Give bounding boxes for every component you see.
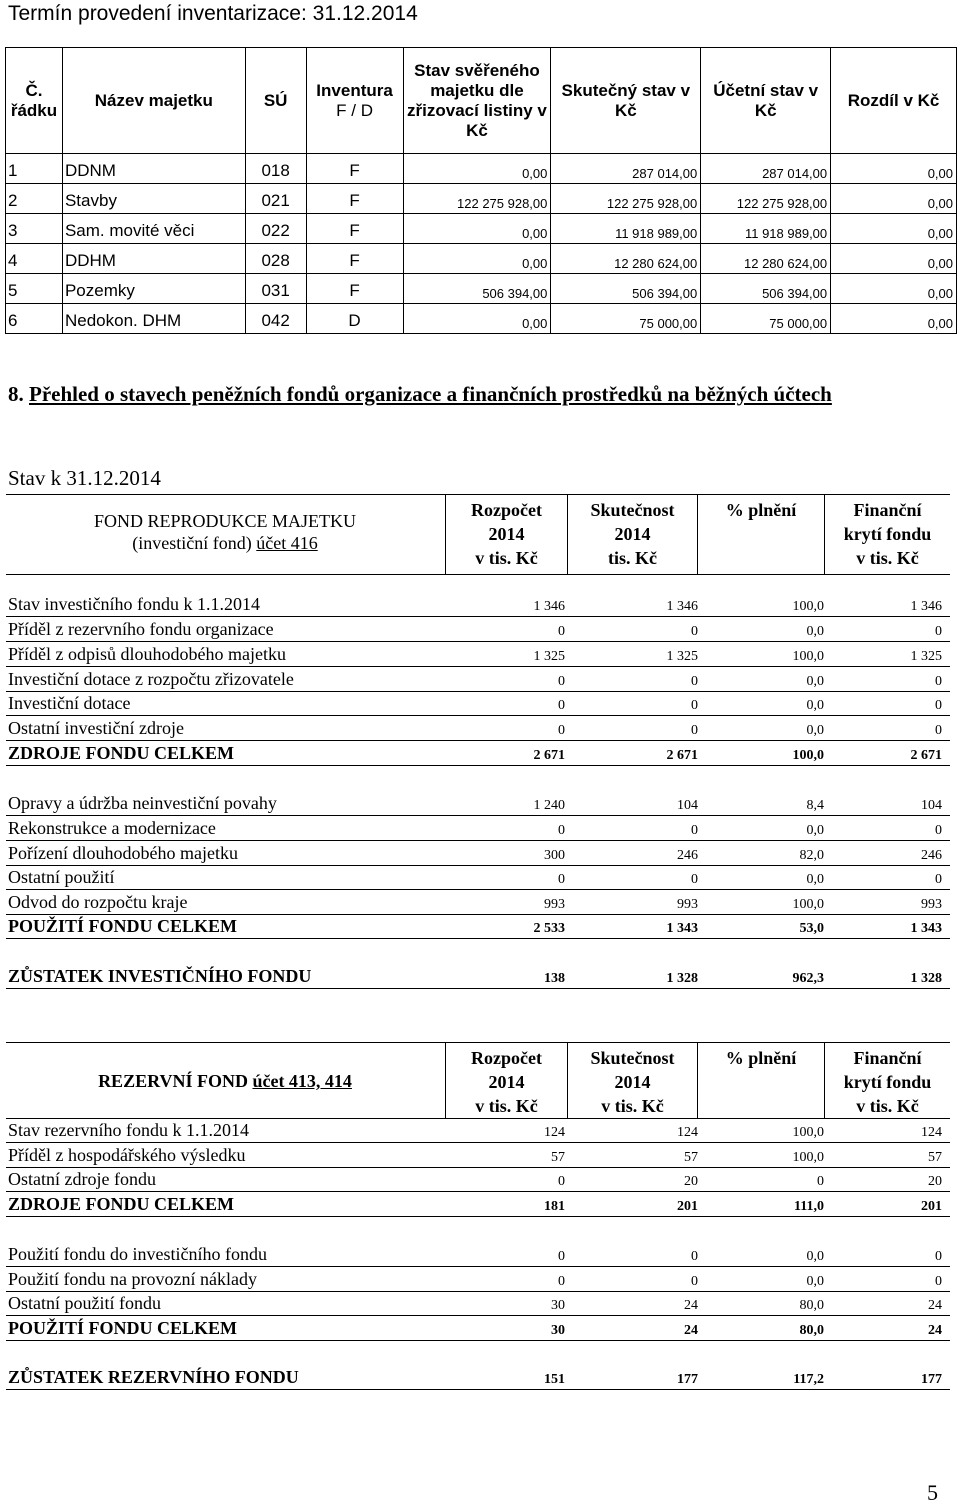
row-value-1: 0 <box>558 823 565 838</box>
row-value-2: 201 <box>677 1199 698 1214</box>
row-value-1: 30 <box>551 1298 565 1313</box>
cell-su: 021 <box>245 184 306 214</box>
investment-col-actual-l3: tis. Kč <box>608 548 657 568</box>
cell-name: Stavby <box>62 184 245 214</box>
source-row <box>6 1167 950 1192</box>
row-value-4: 993 <box>921 897 942 912</box>
row-value-4: 1 328 <box>910 971 942 986</box>
investment-fund-title-line1: FOND REPRODUKCE MAJETKU <box>93 511 357 531</box>
col-header-row-number: Č. řádku <box>6 48 63 154</box>
row-label: Ostatní použití <box>8 867 115 887</box>
row-value-4: 177 <box>921 1372 942 1387</box>
cell-fd: F <box>306 154 403 184</box>
reserve-col-budget-l3: v tis. Kč <box>475 1096 538 1116</box>
investment-fund-account: účet 416 <box>256 533 318 553</box>
row-value-2: 993 <box>677 897 698 912</box>
reserve-col-percent-l1: % plnění <box>725 1048 797 1068</box>
row-value-3: 100,0 <box>792 1150 824 1165</box>
source-row <box>6 592 950 617</box>
cell-name: Sam. movité věci <box>62 214 245 244</box>
row-value-1: 1 346 <box>533 599 565 614</box>
cell-rozdil: 0,00 <box>831 274 957 304</box>
row-value-2: 0 <box>691 1249 698 1264</box>
row-value-4: 24 <box>928 1323 942 1338</box>
row-value-3: 0,0 <box>806 723 824 738</box>
investment-col-actual-l1: Skutečnost <box>590 500 675 520</box>
reserve-fund-title-text: REZERVNÍ FOND <box>98 1071 253 1091</box>
investment-col-coverage-l3: v tis. Kč <box>856 548 919 568</box>
row-value-1: 124 <box>544 1125 565 1140</box>
reserve-col-budget <box>446 1046 567 1118</box>
row-value-1: 138 <box>544 971 565 986</box>
cell-stav: 0,00 <box>403 244 551 274</box>
reserve-col-actual-l3: v tis. Kč <box>601 1096 664 1116</box>
row-value-2: 0 <box>691 823 698 838</box>
row-value-1: 0 <box>558 624 565 639</box>
row-value-1: 0 <box>558 674 565 689</box>
cell-name: DDNM <box>62 154 245 184</box>
use-row <box>6 841 950 866</box>
row-label: Stav rezervního fondu k 1.1.2014 <box>8 1120 249 1140</box>
cell-ucetni: 506 394,00 <box>701 274 831 304</box>
cell-nr: 1 <box>6 154 63 184</box>
cell-fd: F <box>306 214 403 244</box>
cell-su: 042 <box>245 304 306 334</box>
row-label: Použití fondu na provozní náklady <box>8 1269 257 1289</box>
row-value-3: 100,0 <box>792 1125 824 1140</box>
row-value-3: 100,0 <box>792 649 824 664</box>
cell-rozdil: 0,00 <box>831 244 957 274</box>
row-value-4: 0 <box>935 723 942 738</box>
row-value-4: 246 <box>921 848 942 863</box>
row-label: Stav investičního fondu k 1.1.2014 <box>8 594 260 614</box>
cell-fd: D <box>306 304 403 334</box>
investment-col-budget-l1: Rozpočet <box>471 500 542 520</box>
cell-nr: 3 <box>6 214 63 244</box>
row-value-2: 0 <box>691 698 698 713</box>
table-row <box>6 304 957 334</box>
row-label: Příděl z hospodářského výsledku <box>8 1145 246 1165</box>
row-value-4: 0 <box>935 698 942 713</box>
cell-stav: 506 394,00 <box>403 274 551 304</box>
row-value-4: 0 <box>935 823 942 838</box>
investment-fund-title <box>6 510 444 554</box>
row-value-3: 0,0 <box>806 823 824 838</box>
row-value-3: 0,0 <box>806 872 824 887</box>
table-row <box>6 244 957 274</box>
row-value-2: 24 <box>684 1298 698 1313</box>
row-value-2: 1 343 <box>666 921 698 936</box>
reserve-col-percent <box>698 1046 824 1070</box>
col-header-inventura-title: Inventura <box>316 80 393 100</box>
row-label: POUŽITÍ FONDU CELKEM <box>8 916 238 936</box>
balance-row <box>6 964 950 989</box>
row-value-2: 124 <box>677 1125 698 1140</box>
row-value-4: 0 <box>935 1249 942 1264</box>
investment-col-coverage-l1: Finanční <box>853 500 922 520</box>
row-label: Investiční dotace z rozpočtu zřizovatele <box>8 669 294 689</box>
row-value-4: 1 346 <box>910 599 942 614</box>
col-header-inventura-sub: F / D <box>336 100 373 120</box>
source-row <box>6 1118 950 1143</box>
reserve-col-actual-l1: Skutečnost <box>590 1048 675 1068</box>
row-value-2: 24 <box>684 1323 698 1338</box>
cell-rozdil: 0,00 <box>831 214 957 244</box>
cell-nr: 6 <box>6 304 63 334</box>
row-value-1: 2 533 <box>533 921 565 936</box>
cell-stav: 122 275 928,00 <box>403 184 551 214</box>
cell-stav: 0,00 <box>403 154 551 184</box>
row-value-1: 30 <box>551 1323 565 1338</box>
row-value-4: 20 <box>928 1174 942 1189</box>
row-value-1: 0 <box>558 872 565 887</box>
row-value-2: 177 <box>677 1372 698 1387</box>
row-value-2: 2 671 <box>666 748 698 763</box>
row-label: Rekonstrukce a modernizace <box>8 818 216 838</box>
row-value-2: 1 328 <box>666 971 698 986</box>
cell-skutecny: 122 275 928,00 <box>551 184 701 214</box>
reserve-fund-title <box>6 1070 444 1092</box>
row-value-3: 0,0 <box>806 1249 824 1264</box>
row-value-4: 0 <box>935 872 942 887</box>
reserve-col-actual <box>568 1046 697 1118</box>
row-value-1: 0 <box>558 698 565 713</box>
row-value-4: 201 <box>921 1199 942 1214</box>
cell-rozdil: 0,00 <box>831 154 957 184</box>
row-value-1: 1 325 <box>533 649 565 664</box>
section-8-heading <box>8 380 938 408</box>
section-number: 8. <box>8 382 24 406</box>
row-value-1: 151 <box>544 1372 565 1387</box>
row-label: ZDROJE FONDU CELKEM <box>8 1194 235 1214</box>
row-value-4: 104 <box>921 798 942 813</box>
row-label: Odvod do rozpočtu kraje <box>8 892 188 912</box>
row-value-2: 0 <box>691 624 698 639</box>
source-row <box>6 617 950 642</box>
row-value-3: 0,0 <box>806 624 824 639</box>
row-value-4: 1 325 <box>910 649 942 664</box>
cell-name: Pozemky <box>62 274 245 304</box>
use-row <box>6 1242 950 1267</box>
uses-total-row <box>6 1316 950 1341</box>
row-label: ZDROJE FONDU CELKEM <box>8 743 235 763</box>
cell-fd: F <box>306 274 403 304</box>
source-row <box>6 1143 950 1168</box>
col-header-su: SÚ <box>245 48 306 154</box>
cell-ucetni: 287 014,00 <box>701 154 831 184</box>
row-value-1: 0 <box>558 1274 565 1289</box>
row-value-1: 993 <box>544 897 565 912</box>
use-row <box>6 890 950 915</box>
cell-su: 022 <box>245 214 306 244</box>
row-value-3: 0 <box>817 1174 824 1189</box>
cell-ucetni: 11 918 989,00 <box>701 214 831 244</box>
reserve-fund-account: účet 413, 414 <box>252 1071 352 1091</box>
reserve-col-coverage-l1: Finanční <box>853 1048 922 1068</box>
row-label: Příděl z odpisů dlouhodobého majetku <box>8 644 286 664</box>
row-value-3: 117,2 <box>793 1372 824 1387</box>
row-value-2: 20 <box>684 1174 698 1189</box>
row-label: Ostatní použití fondu <box>8 1293 161 1313</box>
row-value-3: 100,0 <box>792 599 824 614</box>
cell-skutecny: 287 014,00 <box>551 154 701 184</box>
cell-skutecny: 506 394,00 <box>551 274 701 304</box>
row-value-3: 962,3 <box>792 971 824 986</box>
source-row <box>6 667 950 692</box>
row-value-1: 0 <box>558 1174 565 1189</box>
row-value-3: 80,0 <box>799 1323 824 1338</box>
row-value-2: 1 346 <box>666 599 698 614</box>
row-value-4: 0 <box>935 674 942 689</box>
investment-col-actual-l2: 2014 <box>614 524 651 544</box>
row-value-1: 300 <box>544 848 565 863</box>
row-value-2: 0 <box>691 1274 698 1289</box>
cell-ucetni: 12 280 624,00 <box>701 244 831 274</box>
row-label: Opravy a údržba neinvestiční povahy <box>8 793 277 813</box>
row-value-1: 57 <box>551 1150 565 1165</box>
col-header-accounting-state: Účetní stav v Kč <box>701 48 831 154</box>
col-header-entrusted-state: Stav svěřeného majetku dle zřizovací listiny v Kč <box>403 48 551 154</box>
row-value-3: 80,0 <box>799 1298 824 1313</box>
row-value-1: 0 <box>558 1249 565 1264</box>
row-value-1: 1 240 <box>533 798 565 813</box>
col-header-inventura <box>306 48 403 154</box>
row-label: ZŮSTATEK REZERVNÍHO FONDU <box>8 1367 299 1387</box>
use-row <box>6 1267 950 1292</box>
table-row <box>6 214 957 244</box>
col-header-asset-name: Název majetku <box>62 48 245 154</box>
cell-nr: 4 <box>6 244 63 274</box>
use-row <box>6 1291 950 1316</box>
row-value-4: 0 <box>935 624 942 639</box>
row-value-2: 104 <box>677 798 698 813</box>
row-value-3: 100,0 <box>792 748 824 763</box>
row-value-1: 2 671 <box>533 748 565 763</box>
source-row <box>6 691 950 716</box>
state-date: Stav k 31.12.2014 <box>8 466 161 490</box>
row-value-2: 1 325 <box>666 649 698 664</box>
row-value-3: 82,0 <box>799 848 824 863</box>
table-row <box>6 184 957 214</box>
cell-skutecny: 75 000,00 <box>551 304 701 334</box>
row-value-3: 100,0 <box>792 897 824 912</box>
cell-su: 018 <box>245 154 306 184</box>
reserve-col-coverage <box>825 1046 950 1118</box>
reserve-col-coverage-l2: krytí fondu <box>843 1072 932 1092</box>
row-value-2: 0 <box>691 674 698 689</box>
cell-nr: 5 <box>6 274 63 304</box>
cell-name: Nedokon. DHM <box>62 304 245 334</box>
balance-row <box>6 1365 950 1390</box>
row-value-4: 1 343 <box>910 921 942 936</box>
col-header-actual-state: Skutečný stav v Kč <box>551 48 701 154</box>
cell-fd: F <box>306 244 403 274</box>
source-row <box>6 716 950 741</box>
row-label: Investiční dotace <box>8 693 131 713</box>
investment-col-actual <box>568 498 697 570</box>
reserve-col-actual-l2: 2014 <box>614 1072 651 1092</box>
investment-col-coverage-l2: krytí fondu <box>843 524 932 544</box>
table-row <box>6 154 957 184</box>
use-row <box>6 816 950 841</box>
row-value-3: 0,0 <box>806 698 824 713</box>
source-row <box>6 642 950 667</box>
cell-rozdil: 0,00 <box>831 304 957 334</box>
use-row <box>6 791 950 816</box>
row-label: Příděl z rezervního fondu organizace <box>8 619 274 639</box>
investment-col-percent-l1: % plnění <box>725 500 797 520</box>
row-value-2: 246 <box>677 848 698 863</box>
reserve-col-budget-l1: Rozpočet <box>471 1048 542 1068</box>
row-value-1: 0 <box>558 723 565 738</box>
cell-nr: 2 <box>6 184 63 214</box>
investment-col-budget-l2: 2014 <box>488 524 525 544</box>
inventory-table <box>5 47 957 334</box>
cell-ucetni: 75 000,00 <box>701 304 831 334</box>
inventory-table-body <box>6 154 957 334</box>
row-label: Ostatní zdroje fondu <box>8 1169 156 1189</box>
col-header-difference: Rozdíl v Kč <box>831 48 957 154</box>
row-value-2: 0 <box>691 872 698 887</box>
row-value-4: 2 671 <box>910 748 942 763</box>
reserve-col-budget-l2: 2014 <box>488 1072 525 1092</box>
row-value-2: 0 <box>691 723 698 738</box>
row-value-3: 0,0 <box>806 1274 824 1289</box>
investment-col-budget <box>446 498 567 570</box>
row-value-3: 8,4 <box>806 798 824 813</box>
row-label: ZŮSTATEK INVESTIČNÍHO FONDU <box>8 966 312 986</box>
section-title: Přehled o stavech peněžních fondů organizace a finančních prostředků na běžných účtech <box>29 382 832 406</box>
row-value-2: 57 <box>684 1150 698 1165</box>
row-label: Použití fondu do investičního fondu <box>8 1244 267 1264</box>
cell-name: DDHM <box>62 244 245 274</box>
row-value-3: 111,0 <box>794 1199 824 1214</box>
investment-fund-title-line2: (investiční fond) <box>132 533 257 553</box>
page-number: 5 <box>927 1480 938 1505</box>
cell-su: 028 <box>245 244 306 274</box>
inventory-date-heading: Termín provedení inventarizace: 31.12.2014 <box>8 2 418 25</box>
sources-total-row <box>6 1192 950 1217</box>
use-row <box>6 865 950 890</box>
row-value-4: 124 <box>921 1125 942 1140</box>
uses-total-row <box>6 914 950 939</box>
investment-col-budget-l3: v tis. Kč <box>475 548 538 568</box>
cell-skutecny: 12 280 624,00 <box>551 244 701 274</box>
sources-total-row <box>6 741 950 766</box>
cell-skutecny: 11 918 989,00 <box>551 214 701 244</box>
reserve-col-coverage-l3: v tis. Kč <box>856 1096 919 1116</box>
cell-ucetni: 122 275 928,00 <box>701 184 831 214</box>
row-value-3: 0,0 <box>806 674 824 689</box>
row-label: Ostatní investiční zdroje <box>8 718 184 738</box>
row-value-4: 57 <box>928 1150 942 1165</box>
row-label: POUŽITÍ FONDU CELKEM <box>8 1318 238 1338</box>
row-label: Pořízení dlouhodobého majetku <box>8 843 238 863</box>
cell-su: 031 <box>245 274 306 304</box>
row-value-3: 53,0 <box>799 921 824 936</box>
cell-stav: 0,00 <box>403 304 551 334</box>
investment-col-percent <box>698 498 824 522</box>
cell-fd: F <box>306 184 403 214</box>
cell-stav: 0,00 <box>403 214 551 244</box>
row-value-4: 0 <box>935 1274 942 1289</box>
cell-rozdil: 0,00 <box>831 184 957 214</box>
row-value-1: 181 <box>544 1199 565 1214</box>
table-row <box>6 274 957 304</box>
investment-col-coverage <box>825 498 950 570</box>
row-value-4: 24 <box>928 1298 942 1313</box>
